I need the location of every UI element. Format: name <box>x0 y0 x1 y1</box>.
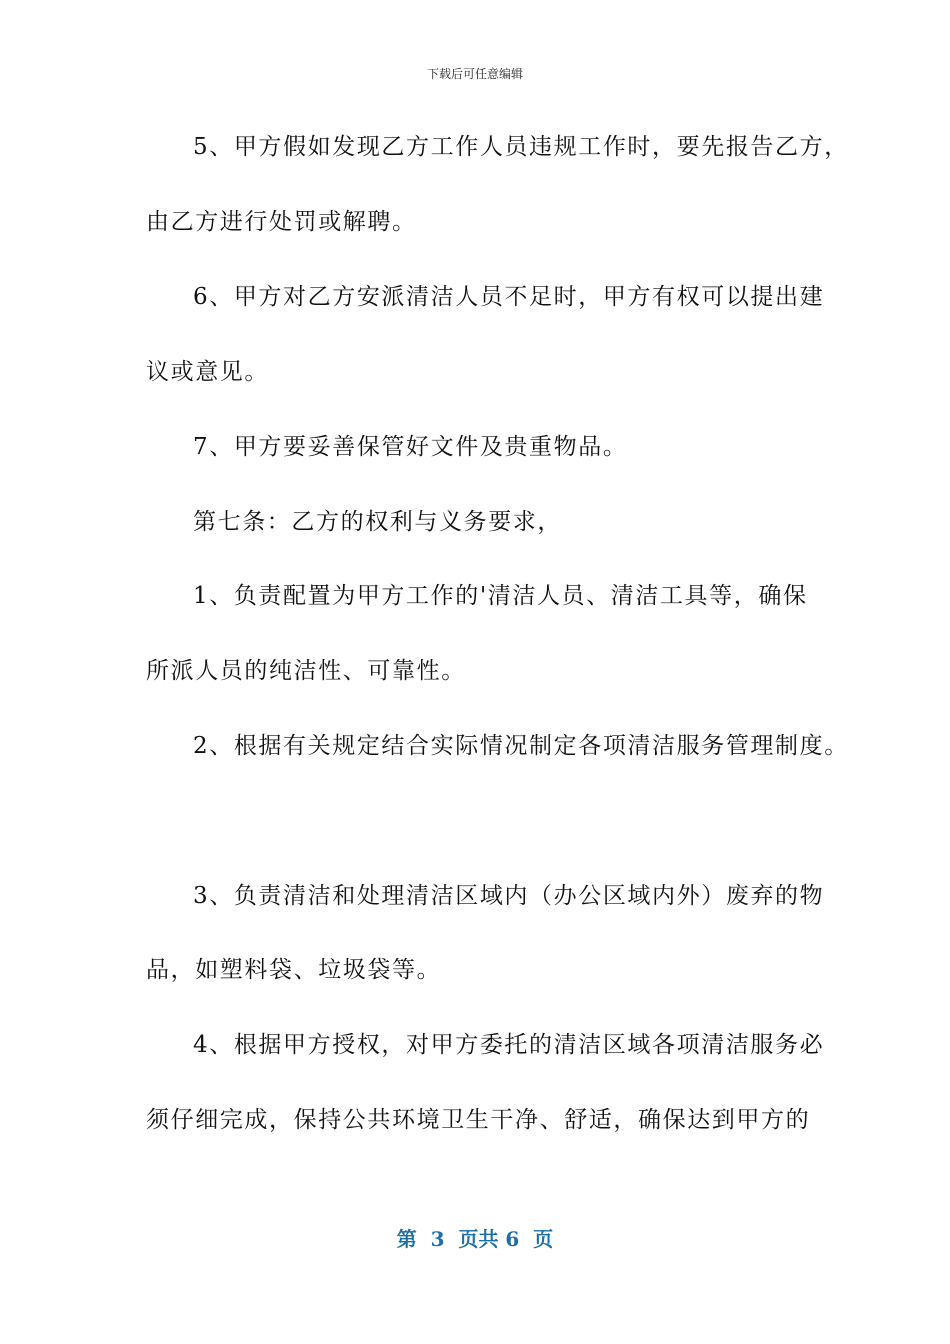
page-number-footer: 第 3 页共 6 页 <box>396 1227 554 1251</box>
section-heading: 第七条：乙方的权利与义务要求， <box>193 509 562 535</box>
paragraph-line: 4、根据甲方授权，对甲方委托的清洁区域各项清洁服务必 <box>193 1032 825 1058</box>
paragraph-line: 7、甲方要妥善保管好文件及贵重物品。 <box>193 434 628 460</box>
paragraph-line: 3、负责清洁和处理清洁区域内（办公区域内外）废弃的物 <box>193 883 825 909</box>
paragraph-line: 品，如塑料袋、垃圾袋等。 <box>146 957 442 983</box>
paragraph-line: 5、甲方假如发现乙方工作人员违规工作时，要先报告乙方， <box>193 134 849 160</box>
paragraph-line: 6、甲方对乙方安派清洁人员不足时，甲方有权可以提出建 <box>193 284 825 310</box>
paragraph-line: 议或意见。 <box>146 359 269 385</box>
paragraph-line: 须仔细完成，保持公共环境卫生干净、舒适，确保达到甲方的 <box>146 1107 811 1133</box>
paragraph-line: 由乙方进行处罚或解聘。 <box>146 209 417 235</box>
paragraph-line: 所派人员的纯洁性、可靠性。 <box>146 658 466 684</box>
page-header: 下载后可任意编辑 <box>426 67 523 81</box>
paragraph-line: 2、根据有关规定结合实际情况制定各项清洁服务管理制度。 <box>193 733 849 759</box>
paragraph-line: 1、负责配置为甲方工作的'清洁人员、清洁工具等，确保 <box>193 583 808 609</box>
